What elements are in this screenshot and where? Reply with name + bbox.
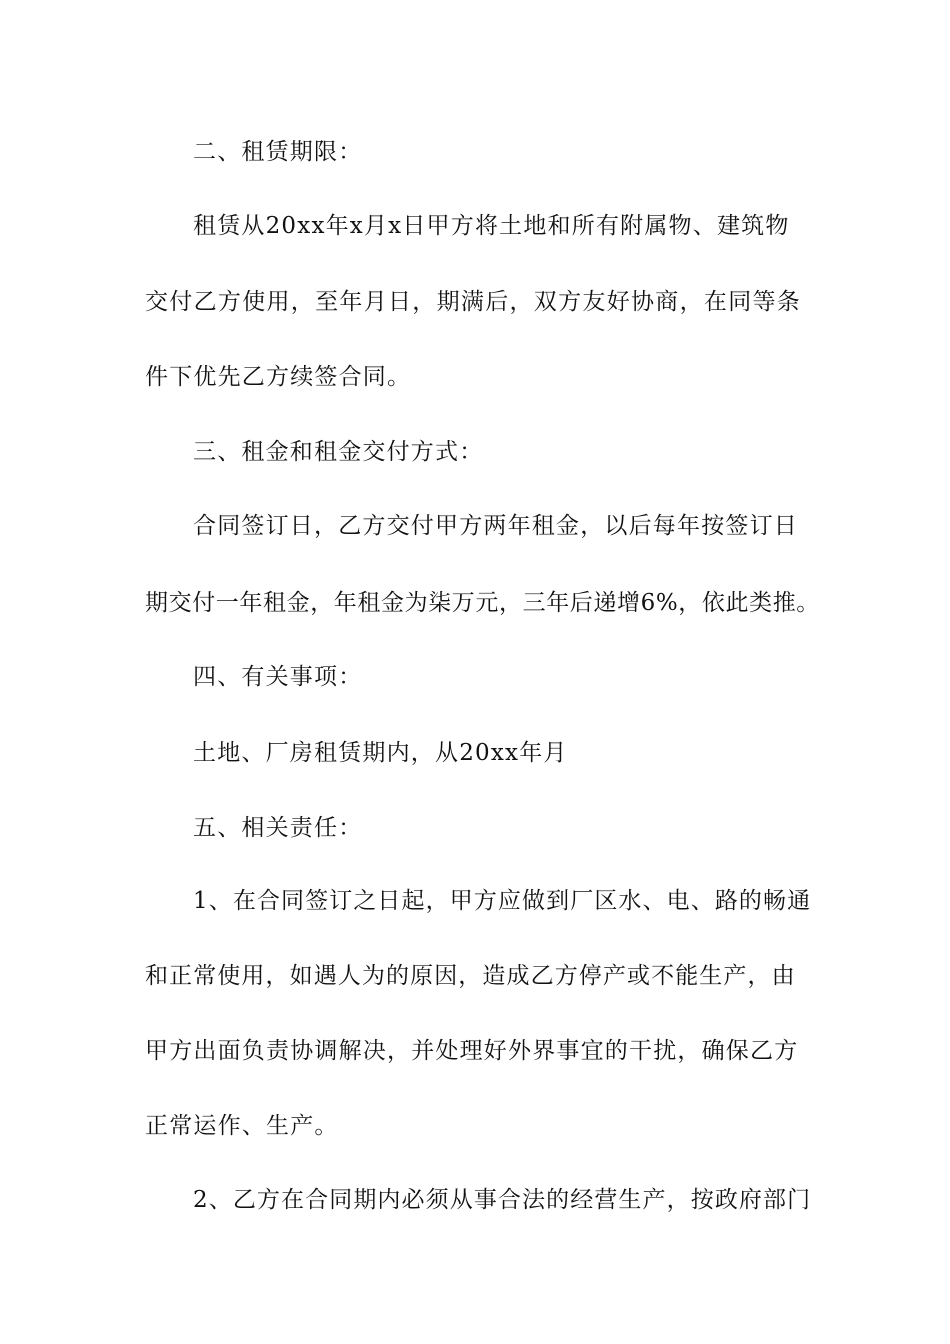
paragraph-line: 期交付一年租金，年租金为柒万元，三年后递增6%，依此类推。 xyxy=(145,590,820,616)
section-heading-rent-payment: 三、租金和租金交付方式： xyxy=(193,439,484,465)
paragraph-line: 和正常使用，如遇人为的原因，造成乙方停产或不能生产，由 xyxy=(145,963,796,989)
paragraph-line: 租赁从20xx年x月x日甲方将土地和所有附属物、建筑物 xyxy=(193,213,790,239)
section-heading-responsibilities: 五、相关责任： xyxy=(193,815,363,841)
paragraph-line: 2、乙方在合同期内必须从事合法的经营生产，按政府部门 xyxy=(193,1187,812,1213)
paragraph-line: 交付乙方使用，至年月日，期满后，双方友好协商，在同等条 xyxy=(145,289,802,315)
paragraph-line: 甲方出面负责协调解决，并处理好外界事宜的干扰，确保乙方 xyxy=(145,1038,799,1064)
paragraph-line: 件下优先乙方续签合同。 xyxy=(145,364,412,390)
section-heading-related-matters: 四、有关事项： xyxy=(193,664,363,690)
section-heading-lease-term: 二、租赁期限： xyxy=(193,139,363,165)
paragraph-line: 正常运作、生产。 xyxy=(145,1113,339,1139)
paragraph-line: 土地、厂房租赁期内，从20xx年月 xyxy=(193,740,568,766)
paragraph-line: 合同签订日，乙方交付甲方两年租金，以后每年按签订日 xyxy=(193,513,798,539)
paragraph-line: 1、在合同签订之日起，甲方应做到厂区水、电、路的畅通 xyxy=(193,888,812,914)
